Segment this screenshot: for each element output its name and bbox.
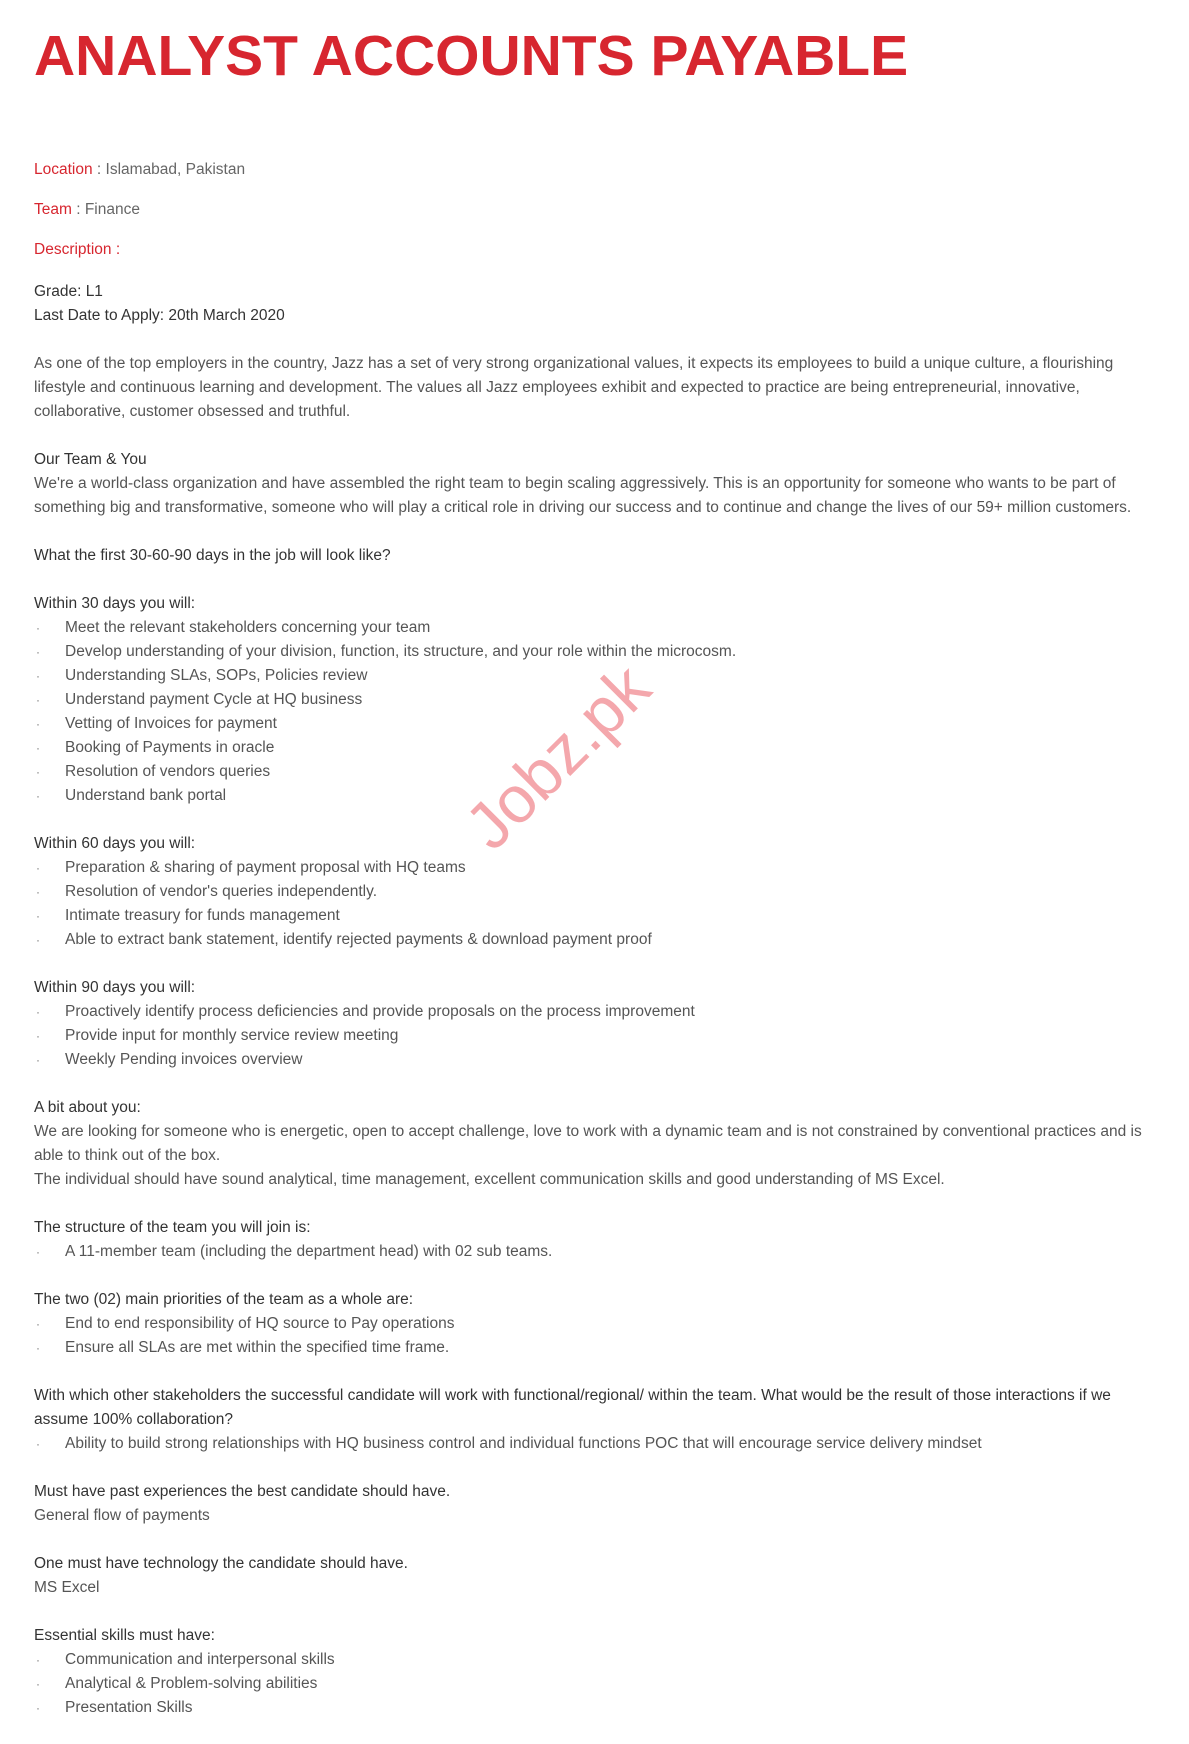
list-item-text: Develop understanding of your division, function, its structure, and your role within the microcosm. — [65, 643, 737, 660]
list-item — [34, 1432, 1154, 1456]
list-item-text: Understanding SLAs, SOPs, Policies review — [65, 667, 368, 684]
list-item — [34, 760, 1154, 784]
first-days-heading: What the first 30-60-90 days in the job will look like? — [34, 547, 391, 564]
list-item-text: Intimate treasury for funds management — [65, 907, 340, 924]
bullet-icon: · — [36, 741, 40, 755]
meta-section — [34, 160, 1154, 260]
list-item — [34, 856, 1154, 880]
our-team-text: We're a world-class organization and have assembled the right team to begin scaling aggressively. This is an opportunity for someone who wants to be part of something big and transformative, someone who will play a critical role in driving our success and to continue and change the lives of our 59+ million customers. — [34, 475, 1132, 516]
past-experience-heading: Must have past experiences the best candidate should have. — [34, 1483, 451, 1500]
list-item — [34, 1696, 1154, 1720]
list-item — [34, 664, 1154, 688]
our-team-heading: Our Team & You — [34, 451, 147, 468]
priorities-list — [34, 1312, 1154, 1360]
bullet-icon: · — [36, 885, 40, 899]
team-label: Team — [34, 201, 72, 218]
bullet-icon: · — [36, 933, 40, 947]
technology-text: MS Excel — [34, 1579, 100, 1596]
list-item-text: Analytical & Problem-solving abilities — [65, 1675, 318, 1692]
list-item-text: End to end responsibility of HQ source to Pay operations — [65, 1315, 455, 1332]
stakeholders-heading: With which other stakeholders the successful candidate will work with functional/regional/ within the team. What would be the result of those interactions if we assume 100% collaboration? — [34, 1387, 1111, 1428]
description-row — [34, 240, 1154, 260]
list-item — [34, 1672, 1154, 1696]
last-date-line: Last Date to Apply: 20th March 2020 — [34, 307, 285, 324]
list-item-text: Understand bank portal — [65, 787, 227, 804]
bullet-icon: · — [36, 1029, 40, 1043]
list-item-text: Meet the relevant stakeholders concerning your team — [65, 619, 431, 636]
about-you-text-2: The individual should have sound analytical, time management, excellent communication skills and good understanding of MS Excel. — [34, 1171, 945, 1188]
list-item — [34, 1312, 1154, 1336]
list-item — [34, 1336, 1154, 1360]
within-30-list — [34, 616, 1154, 808]
description-separator: : — [111, 241, 121, 258]
bullet-icon: · — [36, 1677, 40, 1691]
list-item-text: Preparation & sharing of payment proposal with HQ teams — [65, 859, 466, 876]
list-item-text: Vetting of Invoices for payment — [65, 715, 277, 732]
location-label: Location — [34, 161, 93, 178]
job-posting — [34, 0, 1154, 1720]
bullet-icon: · — [36, 909, 40, 923]
list-item — [34, 640, 1154, 664]
list-item — [34, 1240, 1154, 1264]
within-90-list — [34, 1000, 1154, 1072]
bullet-icon: · — [36, 789, 40, 803]
list-item — [34, 1000, 1154, 1024]
watermark-logo: Jobz.pk — [450, 649, 664, 864]
past-experience-text: General flow of payments — [34, 1507, 210, 1524]
within-90-heading: Within 90 days you will: — [34, 979, 196, 996]
team-value: Finance — [84, 201, 140, 218]
bullet-icon: · — [36, 669, 40, 683]
list-item-text: Ensure all SLAs are met within the specified time frame. — [65, 1339, 450, 1356]
bullet-icon: · — [36, 693, 40, 707]
bullet-icon: · — [36, 1341, 40, 1355]
bullet-icon: · — [36, 621, 40, 635]
bullet-icon: · — [36, 645, 40, 659]
about-you-heading: A bit about you: — [34, 1099, 141, 1116]
list-item-text: Understand payment Cycle at HQ business — [65, 691, 363, 708]
list-item — [34, 1648, 1154, 1672]
list-item — [34, 688, 1154, 712]
structure-heading: The structure of the team you will join is: — [34, 1219, 311, 1236]
location-row — [34, 160, 1154, 180]
list-item — [34, 904, 1154, 928]
grade-line: Grade: L1 — [34, 283, 103, 300]
about-you-text-1: We are looking for someone who is energetic, open to accept challenge, love to work with a dynamic team and is not constrained by conventional practices and is able to think out of the box. — [34, 1123, 1142, 1164]
technology-heading: One must have technology the candidate should have. — [34, 1555, 408, 1572]
bullet-icon: · — [36, 717, 40, 731]
priorities-heading: The two (02) main priorities of the team as a whole are: — [34, 1291, 414, 1308]
bullet-icon: · — [36, 1701, 40, 1715]
stakeholders-list — [34, 1432, 1154, 1456]
list-item-text: Able to extract bank statement, identify rejected payments & download payment proof — [65, 931, 652, 948]
list-item — [34, 928, 1154, 952]
list-item-text: A 11-member team (including the department head) with 02 sub teams. — [65, 1243, 553, 1260]
within-60-heading: Within 60 days you will: — [34, 835, 196, 852]
intro-paragraph: As one of the top employers in the country, Jazz has a set of very strong organizational values, it expects its employees to build a unique culture, a flourishing lifestyle and continuous learning and development. The values all Jazz employees exhibit and expected to practice are being entrepreneurial, innovative, collaborative, customer obsessed and truthful. — [34, 355, 1114, 420]
list-item-text: Weekly Pending invoices overview — [65, 1051, 303, 1068]
list-item-text: Presentation Skills — [65, 1699, 193, 1716]
list-item — [34, 736, 1154, 760]
bullet-icon: · — [36, 1053, 40, 1067]
list-item — [34, 1048, 1154, 1072]
within-60-list — [34, 856, 1154, 952]
list-item — [34, 616, 1154, 640]
list-item-text: Provide input for monthly service review meeting — [65, 1027, 399, 1044]
list-item — [34, 880, 1154, 904]
list-item-text: Ability to build strong relationships with HQ business control and individual functions POC that will encourage service delivery mindset — [65, 1435, 982, 1452]
list-item-text: Booking of Payments in oracle — [65, 739, 275, 756]
list-item-text: Proactively identify process deficiencies and provide proposals on the process improvement — [65, 1003, 695, 1020]
team-separator: : — [71, 201, 85, 218]
bullet-icon: · — [36, 1437, 40, 1451]
bullet-icon: · — [36, 1317, 40, 1331]
location-value: Islamabad, Pakistan — [105, 161, 246, 178]
bullet-icon: · — [36, 861, 40, 875]
skills-heading: Essential skills must have: — [34, 1627, 215, 1644]
list-item-text: Resolution of vendors queries — [65, 763, 271, 780]
team-row — [34, 200, 1154, 220]
bullet-icon: · — [36, 1245, 40, 1259]
location-separator: : — [92, 161, 106, 178]
skills-list — [34, 1648, 1154, 1720]
list-item — [34, 1024, 1154, 1048]
bullet-icon: · — [36, 1005, 40, 1019]
page-title: ANALYST ACCOUNTS PAYABLE — [34, 24, 909, 88]
list-item — [34, 784, 1154, 808]
list-item — [34, 712, 1154, 736]
within-30-heading: Within 30 days you will: — [34, 595, 196, 612]
list-item-text: Resolution of vendor's queries independently. — [65, 883, 378, 900]
structure-list — [34, 1240, 1154, 1264]
description-label: Description — [34, 241, 112, 258]
list-item-text: Communication and interpersonal skills — [65, 1651, 335, 1668]
bullet-icon: · — [36, 765, 40, 779]
bullet-icon: · — [36, 1653, 40, 1667]
